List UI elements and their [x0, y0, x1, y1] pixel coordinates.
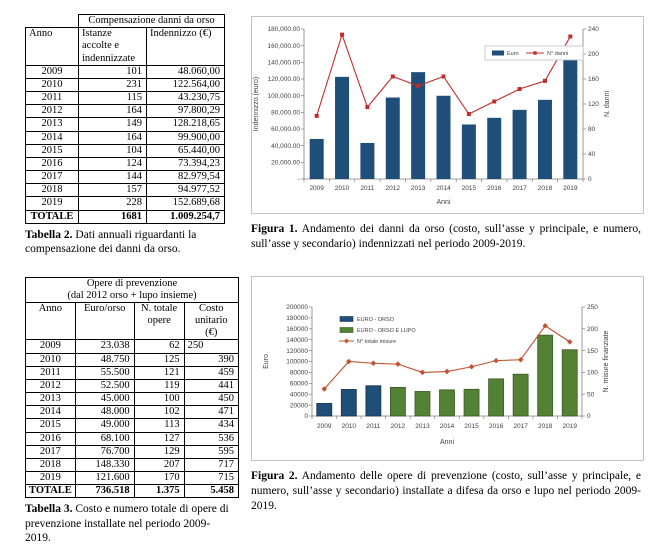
table-cell: 94.977,52	[147, 184, 225, 197]
table-row	[26, 171, 225, 184]
table-cell: 127	[134, 432, 184, 445]
svg-text:Anni: Anni	[439, 438, 455, 446]
svg-text:2011: 2011	[366, 422, 381, 430]
prevention-table	[25, 277, 239, 499]
svg-text:160000: 160000	[286, 325, 308, 333]
svg-text:160: 160	[588, 76, 599, 84]
right-column	[251, 16, 645, 514]
svg-text:40000: 40000	[289, 391, 308, 399]
table-cell: 164	[79, 131, 147, 144]
table2-caption-label: Tabella 2.	[25, 228, 73, 241]
chart-legend	[339, 316, 416, 345]
table-cell: 52.500	[75, 379, 134, 392]
svg-text:140000: 140000	[286, 336, 308, 344]
table-row	[26, 144, 225, 157]
table-cell: 97.800,29	[147, 105, 225, 118]
table-cell: 1681	[79, 210, 147, 223]
table-cell: TOTALE	[26, 210, 79, 223]
table-cell: 390	[184, 353, 238, 366]
table-cell: 82.979,54	[147, 171, 225, 184]
table3-caption-text: Costo e numero totale di opere di prevenzione installate nel periodo 2009-2019.	[25, 503, 229, 545]
table-cell: 121.600	[75, 472, 134, 485]
table3-caption-label: Tabella 3.	[25, 503, 73, 516]
svg-text:2009: 2009	[317, 422, 332, 430]
table-cell: 1.375	[134, 485, 184, 498]
table-cell: 2009	[26, 65, 79, 78]
table-cell: 2009	[26, 340, 76, 353]
fig1-plot	[252, 17, 643, 213]
figure2-caption-label: Figura 2.	[251, 469, 298, 482]
svg-text:0: 0	[304, 413, 308, 421]
svg-text:50: 50	[587, 391, 595, 399]
table-cell: 2012	[26, 105, 79, 118]
table-cell: 68.100	[75, 432, 134, 445]
table-header-row	[26, 302, 239, 340]
svg-text:100,000.00: 100,000.00	[267, 92, 300, 100]
table-row	[26, 393, 239, 406]
table-cell: 104	[79, 144, 147, 157]
table-cell: 45.000	[75, 393, 134, 406]
svg-text:2010: 2010	[341, 422, 357, 430]
svg-text:2015: 2015	[461, 185, 477, 192]
table-header-row	[26, 28, 225, 66]
table-cell	[26, 15, 79, 28]
table-cell: Istanze accolte e indennizzate	[79, 28, 147, 66]
table-row	[26, 65, 225, 78]
table-row	[26, 78, 225, 91]
svg-text:20,000.00: 20,000.00	[271, 159, 300, 167]
svg-text:2017: 2017	[512, 185, 527, 192]
svg-text:150: 150	[587, 347, 598, 355]
table-cell: 595	[184, 445, 238, 458]
svg-text:EURO - ORSO E LUPO: EURO - ORSO E LUPO	[357, 327, 416, 334]
svg-text:2016: 2016	[488, 422, 504, 430]
table-cell: TOTALE	[26, 485, 76, 498]
chart-legend	[485, 46, 583, 60]
svg-text:0: 0	[588, 176, 592, 184]
table-cell: 122.564,00	[147, 78, 225, 91]
table-cell: N. totale opere	[134, 302, 184, 340]
svg-text:100: 100	[587, 369, 598, 377]
figure2-frame	[251, 276, 644, 461]
svg-text:Euro: Euro	[507, 51, 519, 57]
svg-text:180000: 180000	[286, 314, 308, 322]
table-cell: 76.700	[75, 445, 134, 458]
svg-text:60,000.00: 60,000.00	[271, 126, 300, 134]
svg-text:EURO - ORSO: EURO - ORSO	[357, 316, 394, 323]
svg-text:160,000.00: 160,000.00	[267, 42, 300, 50]
svg-text:200: 200	[588, 51, 599, 59]
table-cell: 115	[79, 92, 147, 105]
table-row	[26, 340, 239, 353]
table-cell: 2019	[26, 197, 79, 210]
table-cell: 231	[79, 78, 147, 91]
svg-text:N. misure finanziate: N. misure finanziate	[603, 330, 610, 393]
table-title-row	[26, 277, 239, 302]
svg-text:2013: 2013	[415, 422, 430, 430]
svg-text:0: 0	[587, 413, 591, 421]
table-cell: Indennizzo (€)	[147, 28, 225, 66]
table-cell: 100	[134, 393, 184, 406]
table-cell: 2010	[26, 78, 79, 91]
table-cell: 164	[79, 105, 147, 118]
table-row	[26, 92, 225, 105]
table-cell: 170	[134, 472, 184, 485]
table-cell: 736.518	[75, 485, 134, 498]
table-cell: 144	[79, 171, 147, 184]
table-cell: 48.750	[75, 353, 134, 366]
table-row	[26, 458, 239, 471]
svg-text:2012: 2012	[385, 185, 401, 192]
table-cell: 49.000	[75, 419, 134, 432]
svg-text:2011: 2011	[360, 185, 375, 192]
svg-text:2019: 2019	[562, 422, 577, 430]
table-cell: 441	[184, 379, 238, 392]
svg-text:-: -	[297, 176, 300, 184]
table-cell: 113	[134, 419, 184, 432]
table-cell: 119	[134, 379, 184, 392]
svg-text:60000: 60000	[289, 380, 308, 388]
svg-text:2019: 2019	[563, 185, 578, 192]
table-row	[26, 406, 239, 419]
table-row	[26, 379, 239, 392]
svg-text:200000: 200000	[286, 304, 308, 312]
bar-series	[310, 52, 578, 179]
table-cell: 2016	[26, 157, 79, 170]
svg-text:2012: 2012	[390, 422, 406, 430]
table-cell: 55.500	[75, 366, 134, 379]
svg-text:40: 40	[588, 151, 596, 159]
table2-caption-text: Dati annuali riguardanti la compensazione dei danni da orso.	[25, 228, 197, 256]
table-cell: 101	[79, 65, 147, 78]
svg-text:2016: 2016	[486, 185, 502, 192]
svg-text:2018: 2018	[537, 185, 553, 192]
table-cell: 2011	[26, 92, 79, 105]
table3-caption	[25, 502, 235, 545]
figure2-caption	[251, 469, 641, 514]
svg-text:120,000.00: 120,000.00	[267, 76, 300, 84]
svg-text:Indennizzo (euro): Indennizzo (euro)	[253, 76, 260, 132]
compensation-table	[25, 14, 225, 224]
table-cell: 65.440,00	[147, 144, 225, 157]
svg-text:Anni: Anni	[436, 199, 451, 206]
table-cell: 2015	[26, 144, 79, 157]
table-cell: 2014	[26, 131, 79, 144]
table-row	[26, 472, 239, 485]
table-cell: 434	[184, 419, 238, 432]
table-row	[26, 105, 225, 118]
table-row	[26, 197, 225, 210]
svg-text:2014: 2014	[439, 422, 455, 430]
table-cell: 228	[79, 197, 147, 210]
svg-text:200: 200	[587, 325, 598, 333]
svg-text:2017: 2017	[513, 422, 528, 430]
table-total-row	[26, 210, 225, 223]
bar-series	[317, 335, 577, 416]
figure1-caption-text: Andamento dei danni da orso (costo, sull’asse y principale, e numero, sull’asse y secondario) indennizzati nel periodo 2009-2019.	[251, 223, 641, 250]
table-cell: 459	[184, 366, 238, 379]
svg-text:Euro: Euro	[263, 353, 270, 369]
table-cell: 2017	[26, 445, 76, 458]
table-cell: 121	[134, 366, 184, 379]
table-cell: Opere di prevenzione (dal 2012 orso + lupo insieme)	[26, 277, 239, 302]
table-cell: 128.218,65	[147, 118, 225, 131]
svg-text:20000: 20000	[289, 402, 308, 410]
svg-text:80,000.00: 80,000.00	[271, 109, 300, 117]
svg-text:240: 240	[588, 26, 599, 34]
svg-text:80: 80	[588, 126, 596, 134]
table-cell: 149	[79, 118, 147, 131]
table-row	[26, 366, 239, 379]
table-cell: 2012	[26, 379, 76, 392]
table-cell: 2017	[26, 171, 79, 184]
table-cell: 73.394,23	[147, 157, 225, 170]
table-cell: 48.060,00	[147, 65, 225, 78]
table-cell: 148.330	[75, 458, 134, 471]
svg-text:2014: 2014	[436, 185, 451, 192]
table2-caption	[25, 228, 235, 257]
svg-text:100000: 100000	[286, 358, 308, 366]
table-cell: 152.689,68	[147, 197, 225, 210]
table-cell: Compensazione danni da orso	[79, 15, 225, 28]
svg-text:120000: 120000	[286, 347, 308, 355]
table-cell: 2011	[26, 366, 76, 379]
svg-text:250: 250	[587, 304, 598, 312]
table-cell: 715	[184, 472, 238, 485]
table-cell: 102	[134, 406, 184, 419]
table-cell: Costo unitario (€)	[184, 302, 238, 340]
table-cell: 471	[184, 406, 238, 419]
table-cell: 2019	[26, 472, 76, 485]
svg-text:40,000.00: 40,000.00	[271, 142, 300, 150]
table-row	[26, 157, 225, 170]
table-cell: 2013	[26, 118, 79, 131]
table-cell: 157	[79, 184, 147, 197]
table-cell: 2013	[26, 393, 76, 406]
table-cell: 1.009.254,7	[147, 210, 225, 223]
table-cell: 23.038	[75, 340, 134, 353]
table-title-row	[26, 15, 225, 28]
svg-text:120: 120	[588, 101, 599, 109]
table-cell: 2016	[26, 432, 76, 445]
figure1-caption-label: Figura 1.	[251, 223, 298, 235]
table-cell: 207	[134, 458, 184, 471]
table-row	[26, 131, 225, 144]
svg-text:2013: 2013	[410, 185, 426, 192]
table-cell: 99.900,00	[147, 131, 225, 144]
table-cell: 2014	[26, 406, 76, 419]
table-cell: 62	[134, 340, 184, 353]
figure2-caption-text: Andamento delle opere di prevenzione (costo, sull’asse y principale, e numero, sull’asse y secondario) installate a difesa da orso e lupo nel periodo 2009-2019.	[251, 469, 641, 512]
table-cell: 2010	[26, 353, 76, 366]
svg-text:2009: 2009	[309, 185, 324, 192]
svg-text:N° totale misure: N° totale misure	[357, 338, 397, 345]
table-row	[26, 445, 239, 458]
table-row	[26, 353, 239, 366]
table-cell: 717	[184, 458, 238, 471]
svg-text:N° danni: N° danni	[547, 51, 569, 57]
table-cell: 250	[184, 340, 238, 353]
figure1-frame	[251, 16, 644, 214]
svg-text:180,000.00: 180,000.00	[267, 26, 300, 34]
table-cell: 2018	[26, 458, 76, 471]
svg-text:N. danni: N. danni	[604, 90, 611, 118]
table-row	[26, 419, 239, 432]
svg-text:80000: 80000	[289, 369, 308, 377]
table-cell: 536	[184, 432, 238, 445]
left-column	[25, 14, 239, 546]
table-row	[26, 118, 225, 131]
table-row	[26, 432, 239, 445]
table-cell: 124	[79, 157, 147, 170]
table-cell: Anno	[26, 302, 76, 340]
figure1-caption	[251, 222, 641, 252]
table-cell: 5.458	[184, 485, 238, 498]
svg-text:140,000.00: 140,000.00	[267, 59, 300, 67]
table-cell: 2018	[26, 184, 79, 197]
table-total-row	[26, 485, 239, 498]
svg-text:2015: 2015	[464, 422, 479, 430]
svg-text:2018: 2018	[537, 422, 553, 430]
table-cell: 129	[134, 445, 184, 458]
table-cell: Anno	[26, 28, 79, 66]
table-cell: 450	[184, 393, 238, 406]
table-cell: Euro/orso	[75, 302, 134, 340]
svg-text:2010: 2010	[334, 185, 350, 192]
table-cell: 2015	[26, 419, 76, 432]
fig2-plot	[252, 277, 643, 460]
table-row	[26, 184, 225, 197]
table-cell: 48.000	[75, 406, 134, 419]
table-cell: 125	[134, 353, 184, 366]
table-cell: 43.230,75	[147, 92, 225, 105]
axes	[263, 304, 610, 446]
